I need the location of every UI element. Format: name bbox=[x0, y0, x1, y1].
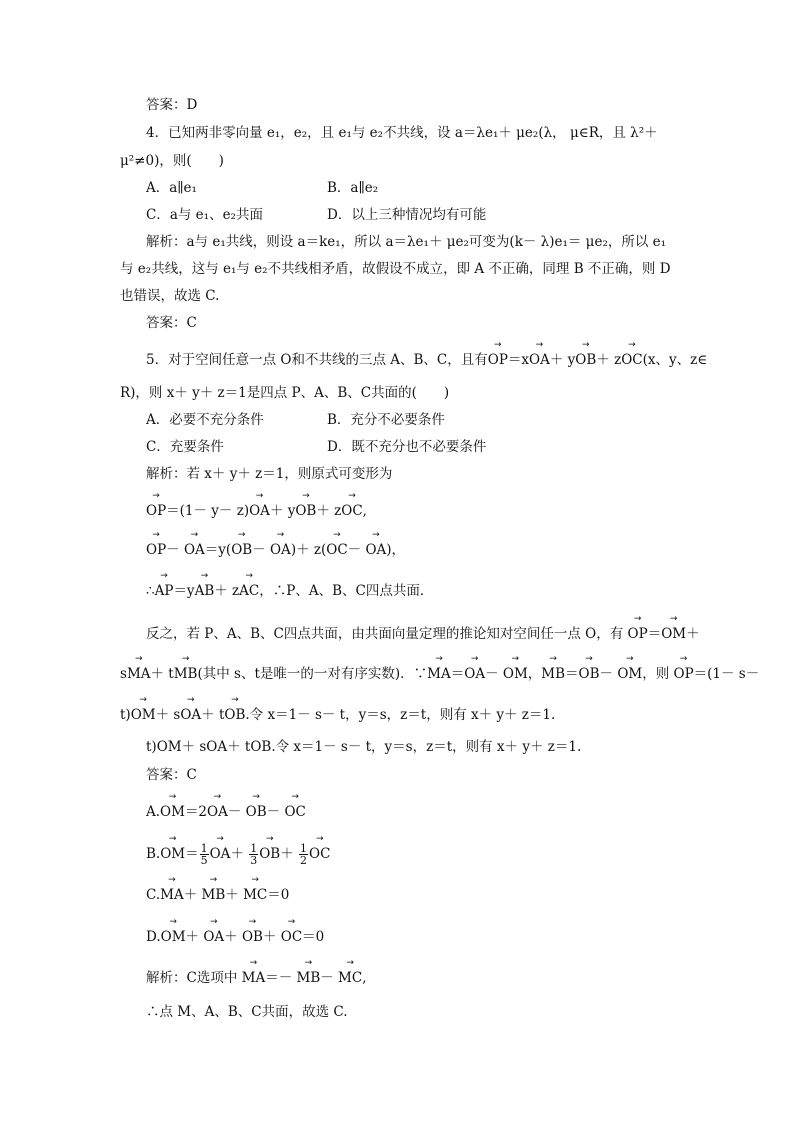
q5-vector-equation: → OP＝x→ OA＋ y→ OB＋ z→ OC bbox=[488, 352, 643, 368]
q5-option-a: A．必要不充分条件 bbox=[146, 412, 264, 428]
q4-option-d: D．以上三种情况均有可能 bbox=[327, 207, 487, 223]
q4-analysis-line-1: 解析：a与 e₁共线，则设 a＝ke₁，所以 a＝λe₁＋ μe₂可变为(k－ λ)e₁＝ μe₂，所以 e₁ bbox=[146, 234, 667, 250]
q6-option-d: D.→ OM＋ → OA＋ → OB＋ → OC＝0 bbox=[146, 928, 324, 946]
q5-stem: 5．对于空间任意一点 O和不共线的三点 A、B、C，且有 bbox=[146, 352, 488, 368]
q6-analysis-line-2: ∴点 M、A、B、C共面，故选 C. bbox=[146, 1004, 348, 1020]
q4-option-a: A．a∥e₁ bbox=[146, 180, 197, 196]
q5-analysis-formula-3: ∴→ AP＝y→ AB＋ z→ AC，∴P、A、B、C四点共面． bbox=[146, 582, 433, 600]
question-5-line-1 bbox=[146, 351, 707, 369]
answer-4: 答案：C bbox=[146, 315, 197, 331]
q5-option-d: D．既不充分也不必要条件 bbox=[327, 439, 487, 455]
q6-analysis-line-1: 解析：C选项中 → MA＝－ → MB－ → MC, bbox=[146, 969, 367, 987]
q5-analysis-formula-2: → OP－ → OA＝y(→ OB－ → OA)＋ z(→ OC－ → OA)， bbox=[146, 541, 405, 559]
q4-analysis-line-2: 与 e₂共线，这与 e₁与 e₂不共线相矛盾，故假设不成立，即 A 不正确，同理 B 不正确，则 D bbox=[120, 261, 671, 277]
q5-converse-line-2: s→ MA＋ t→ MB(其中 s、t是唯一的一对有序实数)．∵→ MA＝→ OA－ → OM，→ MB＝→ OB－ → OM，则 → OP＝(1－ s－ bbox=[120, 665, 759, 683]
q5-converse-line-3: t)→ OM＋ s→ OA＋ t→ OB.令 x＝1－ s－ t，y＝s，z＝t，则有 x＋ y＋ z＝1. bbox=[120, 706, 555, 724]
q5-converse-line-1: 反之，若 P、A、B、C四点共面，由共面向量定理的推论知对空间任一点 O，有 → OP＝→ OM＋ bbox=[146, 625, 700, 643]
q5-option-c: C．充要条件 bbox=[146, 439, 224, 455]
question-4-line-2: μ²≠0)，则( ) bbox=[120, 153, 224, 169]
q6-option-a: A.→ OM＝2→ OA－ → OB－ → OC bbox=[146, 803, 306, 821]
q4-option-b: B．a∥e₂ bbox=[327, 180, 379, 196]
answer-5: t)OM＋ sOA＋ tOB.令 x＝1－ s－ t，y＝s，z＝t，则有 x＋ y＋ z＝1. bbox=[146, 739, 582, 755]
q4-analysis-line-3: 也错误，故选 C. bbox=[120, 288, 220, 304]
question-6: 答案：C bbox=[146, 767, 197, 783]
q6-option-b: B.→ OM＝ $\frac{1}{5}$ → OA＋ $\frac{1}{3}$ → OB＋ $\frac{1}{2}$ → OC bbox=[146, 843, 330, 866]
answer-3: 答案：D bbox=[146, 97, 198, 113]
q5-analysis-line-1: 解析：若 x＋ y＋ z＝1，则原式可变形为 bbox=[146, 466, 393, 482]
question-5-line-2: R)，则 x＋ y＋ z＝1是四点 P、A、B、C共面的( ) bbox=[120, 385, 450, 401]
q5-domain: (x、y、z∈ bbox=[642, 352, 708, 368]
q5-analysis-formula-1: → OP＝(1－ y－ z)→ OA＋ y→ OB＋ z→ OC, bbox=[146, 502, 367, 520]
q5-option-b: B．充分不必要条件 bbox=[327, 412, 445, 428]
q6-option-c: C.→ MA＋ → MB＋ → MC＝0 bbox=[146, 886, 289, 904]
q4-option-c: C．a与 e₁、e₂共面 bbox=[146, 207, 263, 223]
question-4-line-1: 4．已知两非零向量 e₁，e₂，且 e₁与 e₂不共线，设 a＝λe₁＋ μe₂(λ， μ∈R，且 λ²＋ bbox=[146, 125, 658, 141]
